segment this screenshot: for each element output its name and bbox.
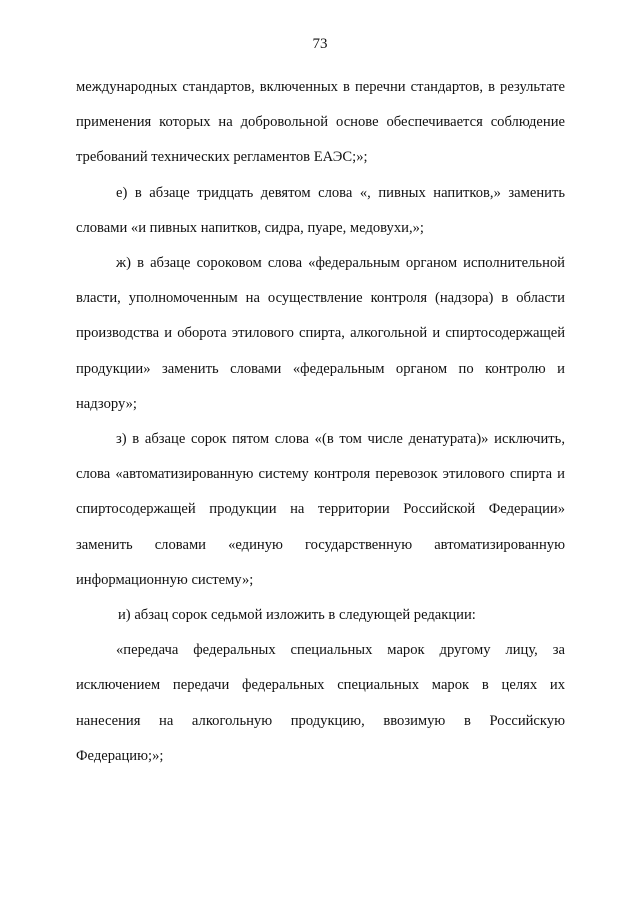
paragraph-quoted-text: «передача федеральных специальных марок другому лицу, за исключением передачи федеральных специальных марок в целях их нанесения на алкогольную продукцию, ввозимую в Российскую Федерацию;»; — [76, 642, 565, 764]
page-number: 73 — [312, 36, 328, 52]
paragraph-item-i: и) абзац сорок седьмой изложить в следующей редакции: — [118, 607, 476, 624]
paragraph-continuation: международных стандартов, включенных в перечни стандартов, в результате применения которых на добровольной основе обеспечивается соблюдение требований технических регламентов ЕАЭС;»; — [76, 79, 565, 166]
paragraph-item-e: е) в абзаце тридцать девятом слова «, пивных напитков,» заменить словами «и пивных напитков, сидра, пуаре, медовухи,»; — [76, 184, 565, 236]
paragraph-item-z: з) в абзаце сорок пятом слова «(в том числе денатурата)» исключить, слова «автоматизированную систему контроля перевозок этилового спирта и спиртосодержащей продукции на территории Российской Федерации» заменить словами «единую государственную автоматизированную информационную систему»; — [76, 431, 565, 588]
paragraph-item-zh: ж) в абзаце сороковом слова «федеральным органом исполнительной власти, уполномоченным на осуществление контроля (надзора) в области производства и оборота этилового спирта, алкогольной и спиртосодержащей продукции» заменить словами «федеральным органом по контролю и надзору»; — [76, 255, 565, 412]
document-body — [76, 70, 565, 774]
